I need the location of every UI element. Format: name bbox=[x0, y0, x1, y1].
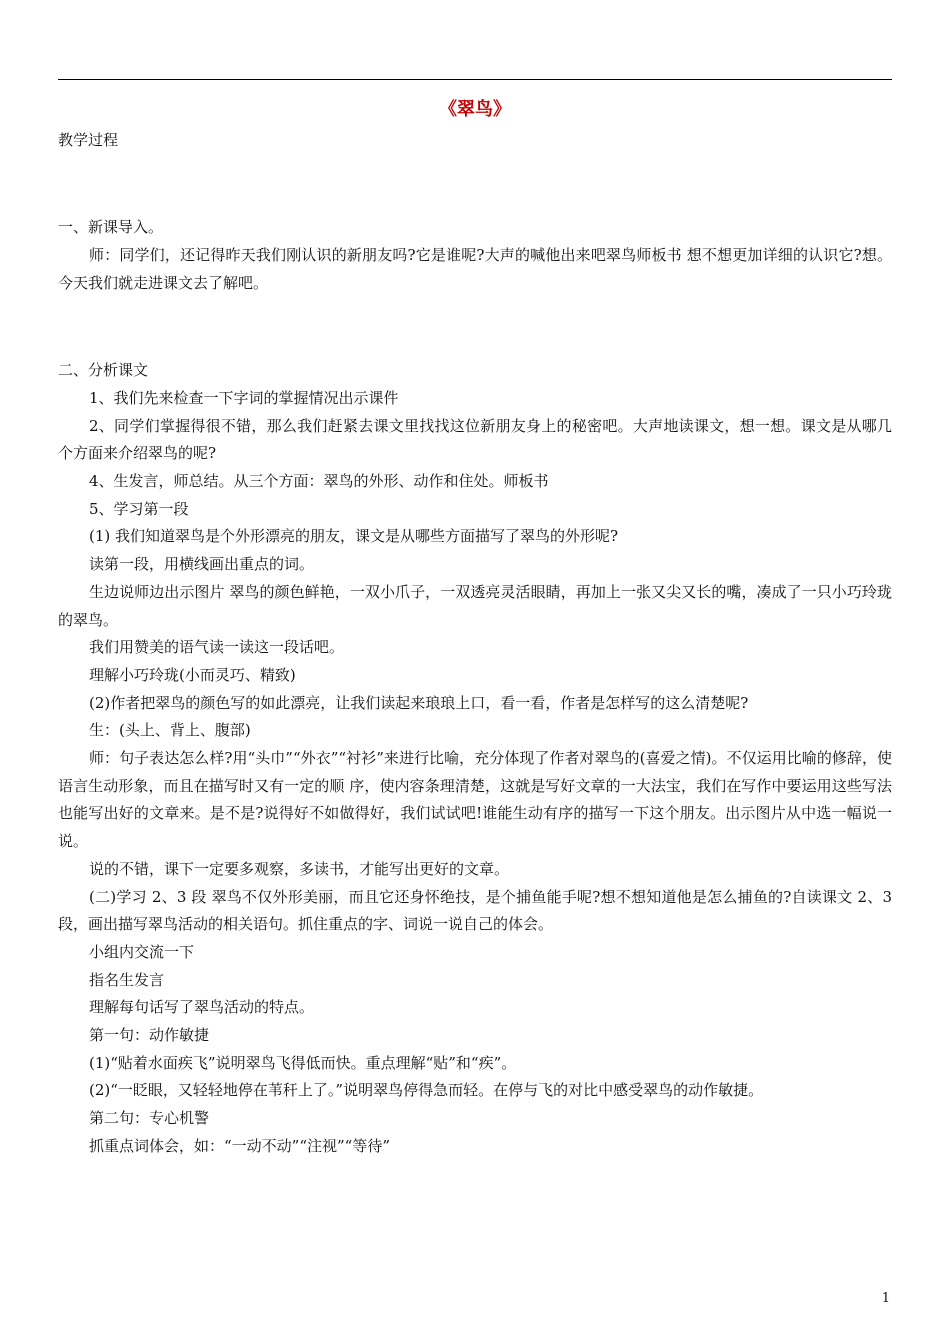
paragraph: 说的不错，课下一定要多观察，多读书，才能写出更好的文章。 bbox=[89, 859, 510, 878]
paragraph: (二)学习 2、3 段 翠鸟不仅外形美丽，而且它还身怀绝技，是个捕鱼能手呢?想不想知道他是怎么捕鱼的?自读课文 2、3 段，画出描写翠鸟活动的相关语句。抓住重点的字、词说一说自己的体会。 bbox=[58, 887, 892, 934]
page-number: 1 bbox=[881, 1291, 890, 1306]
paragraph: 生：(头上、背上、腹部) bbox=[89, 721, 251, 740]
blank-line bbox=[58, 171, 892, 199]
paragraph: (1)“贴着水面疾飞”说明翠鸟飞得低而快。重点理解“贴”和“疾”。 bbox=[89, 1053, 517, 1072]
paragraph: 第二句：专心机警 bbox=[89, 1109, 210, 1128]
paragraph: (1) 我们知道翠鸟是个外形漂亮的朋友，课文是从哪些方面描写了翠鸟的外形呢? bbox=[89, 527, 619, 546]
document-title: 《翠鸟》 bbox=[439, 99, 511, 120]
paragraph: 1、我们先来检查一下字词的掌握情况出示课件 bbox=[89, 388, 399, 407]
paragraph: 5、学习第一段 bbox=[89, 499, 189, 518]
paragraph: 二、分析课文 bbox=[58, 361, 149, 380]
document-body bbox=[58, 127, 892, 1161]
paragraph: (2)“一眨眼，又轻轻地停在苇秆上了。”说明翠鸟停得急而轻。在停与飞的对比中感受翠鸟的动作敏捷。 bbox=[89, 1081, 764, 1100]
paragraph: 抓重点词体会，如：“一动不动”“注视”“等待” bbox=[89, 1136, 391, 1155]
paragraph: 4、生发言，师总结。从三个方面：翠鸟的外形、动作和住处。师板书 bbox=[89, 472, 549, 490]
paragraph: 小组内交流一下 bbox=[89, 942, 195, 961]
paragraph: 理解每句话写了翠鸟活动的特点。 bbox=[89, 998, 315, 1017]
header-rule bbox=[58, 79, 892, 80]
paragraph: 第一句：动作敏捷 bbox=[89, 1026, 210, 1045]
blank-line bbox=[58, 314, 892, 342]
paragraph: 指名生发言 bbox=[89, 970, 165, 989]
paragraph: 一、新课导入。 bbox=[58, 218, 164, 237]
paragraph: 理解小巧玲珑(小而灵巧、精致) bbox=[89, 665, 296, 684]
paragraph: 我们用赞美的语气读一读这一段话吧。 bbox=[89, 638, 345, 657]
paragraph: 师：同学们，还记得昨天我们刚认识的新朋友吗?它是谁呢?大声的喊他出来吧翠鸟师板书 想不想更加详细的认识它?想。今天我们就走进课文去了解吧。 bbox=[58, 246, 892, 292]
paragraph: 生边说师边出示图片 翠鸟的颜色鲜艳，一双小爪子，一双透亮灵活眼睛，再加上一张又尖又长的嘴，凑成了一只小巧玲珑的翠鸟。 bbox=[58, 582, 892, 629]
paragraph: (2)作者把翠鸟的颜色写的如此漂亮，让我们读起来琅琅上口，看一看，作者是怎样写的这么清楚呢? bbox=[89, 693, 749, 712]
paragraph: 教学过程 bbox=[58, 131, 119, 149]
paragraph: 读第一段，用横线画出重点的词。 bbox=[89, 555, 315, 574]
paragraph: 2、同学们掌握得很不错，那么我们赶紧去课文里找找这位新朋友身上的秘密吧。大声地读课文，想一想。课文是从哪几个方面来介绍翠鸟的呢? bbox=[58, 416, 892, 463]
paragraph: 师：句子表达怎么样?用“头巾”“外衣”“衬衫”来进行比喻，充分体现了作者对翠鸟的(喜爱之情)。不仅运用比喻的修辞，使语言生动形象，而且在描写时又有一定的顺 序，使内容条理清楚，这就是写好文章的一大法宝，我们在写作中要运用这些写法也能写出好的文章来。是不是?说得好不如做得好，我们试试吧!谁能生动有序的描写一下这个朋友。出示图片从中选一幅说一说。 bbox=[58, 749, 892, 851]
